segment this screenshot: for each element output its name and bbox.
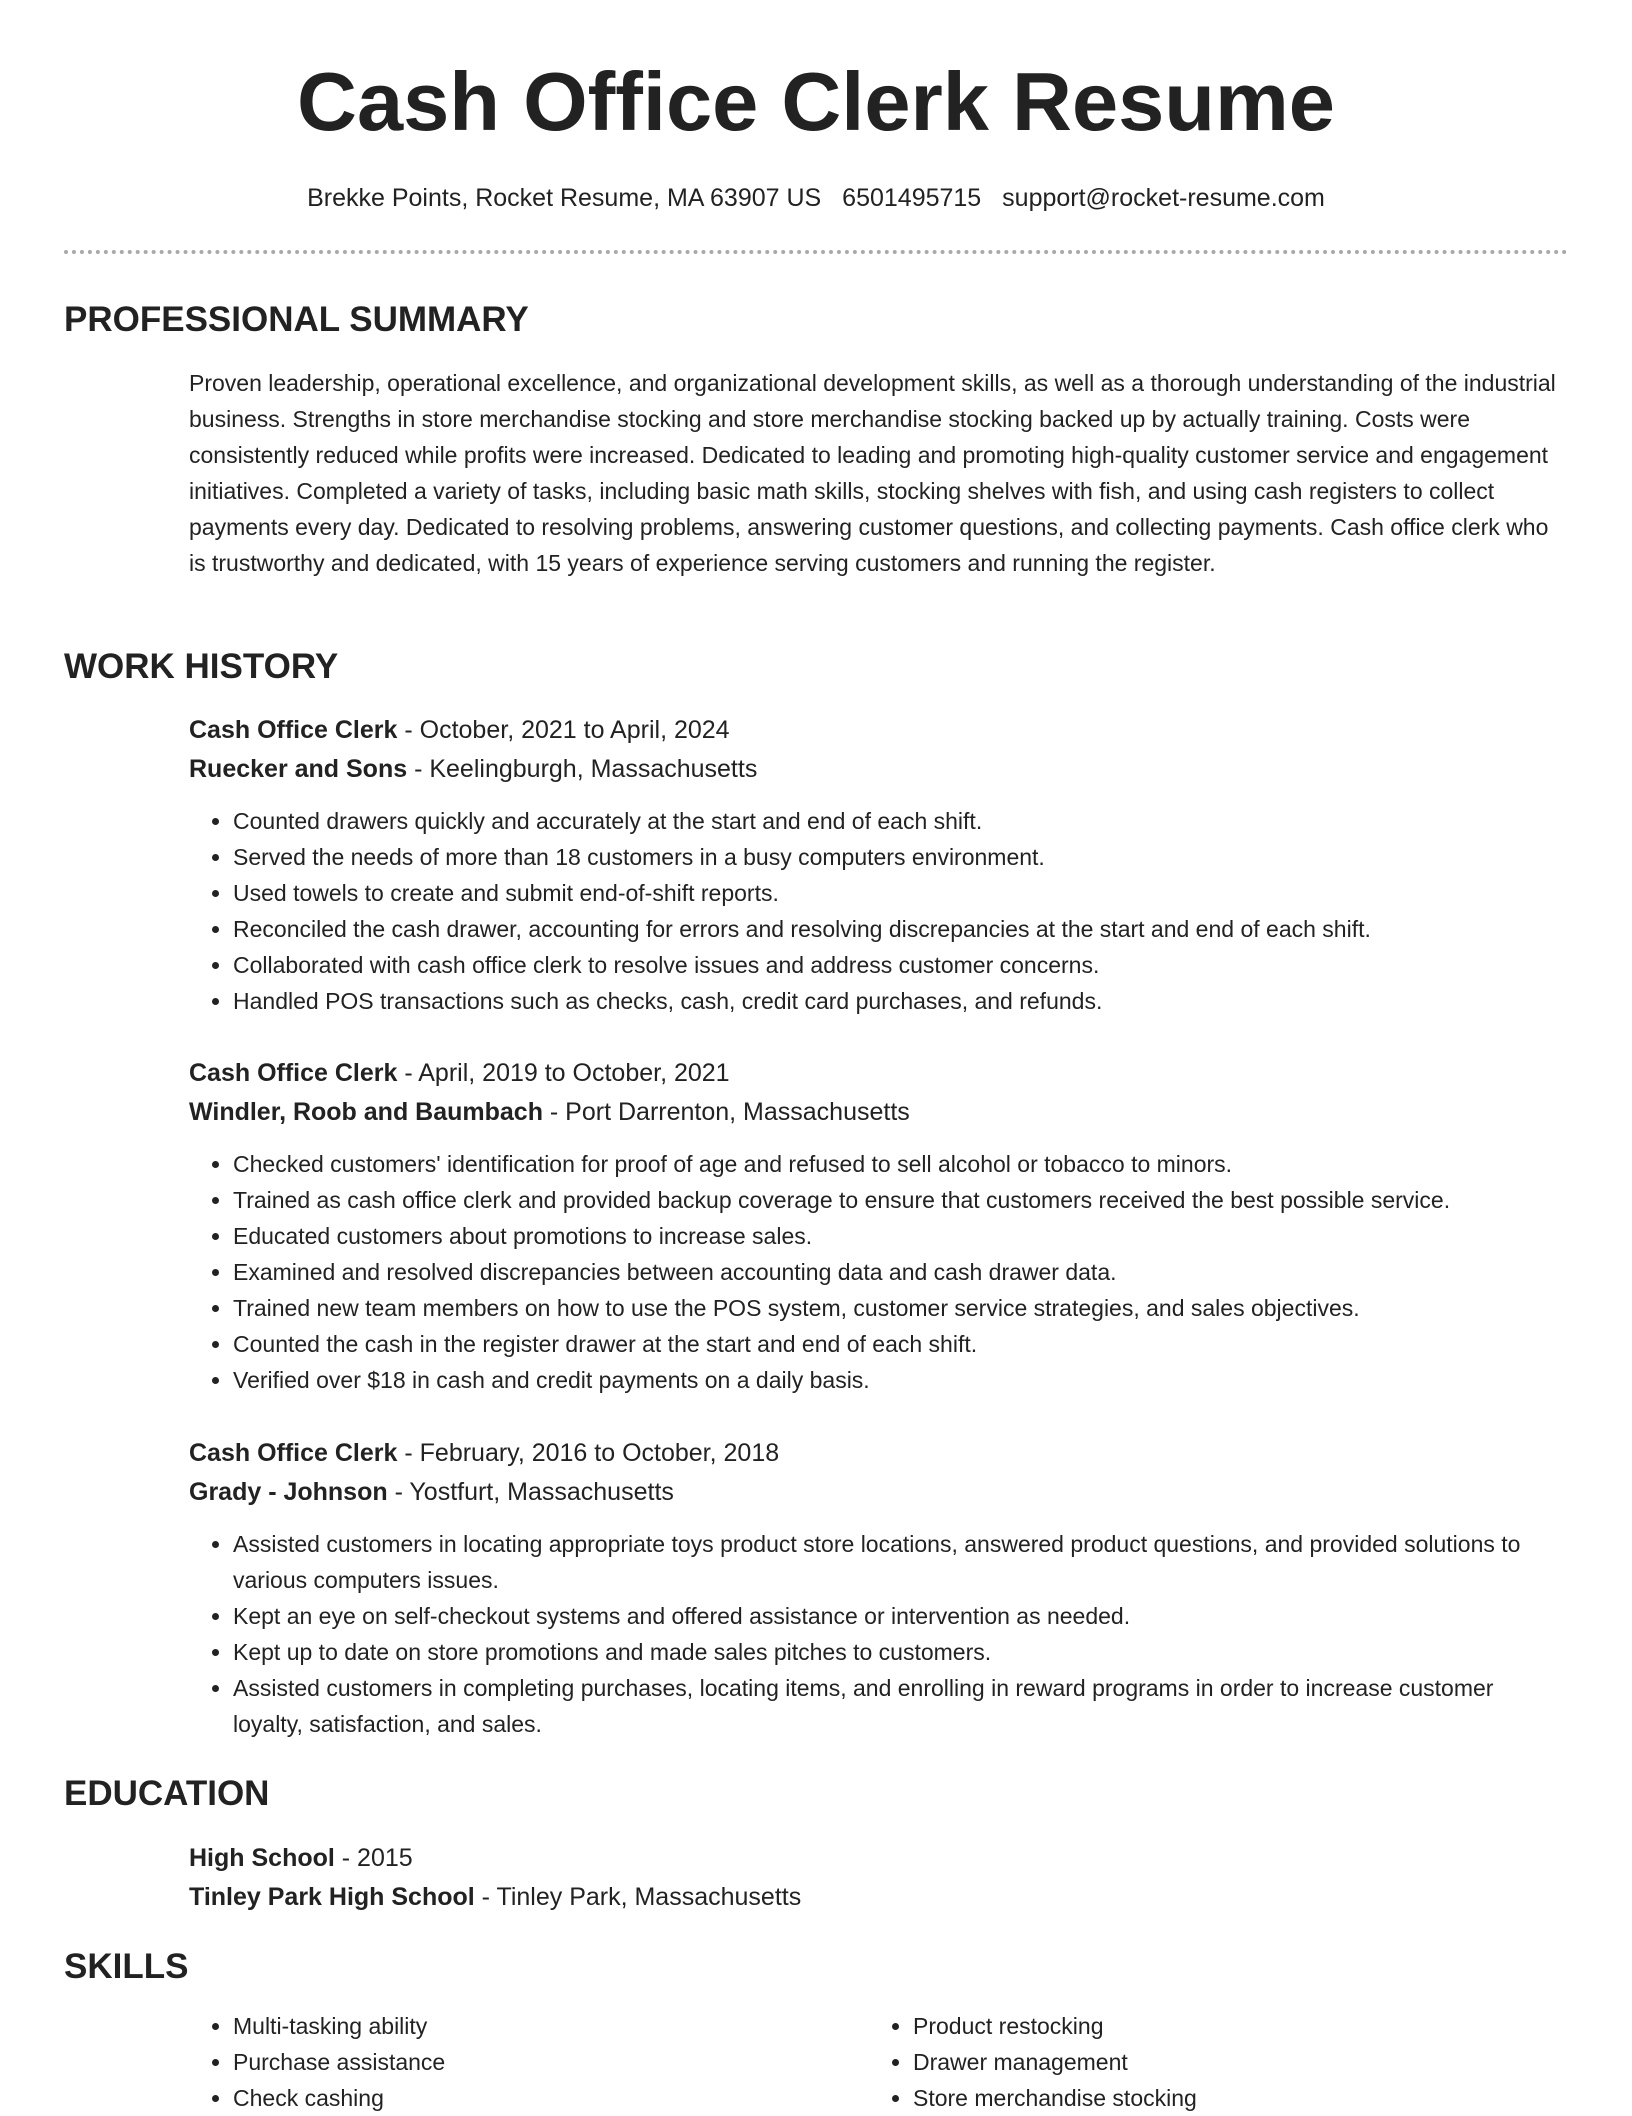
education-degree: High School: [189, 1844, 335, 1872]
list-item: • Assisted customers in completing purchases, locating items, and enrolling in reward programs in order to increase customer loyalty, satisfaction, and sales.: [233, 1670, 1569, 1742]
list-item: • Educated customers about promotions to increase sales.: [233, 1218, 1569, 1254]
summary-text: Proven leadership, operational excellence, and organizational development skills, as well as a thorough understanding of the industrial business. Strengths in store merchandise stocking and store merchandise stocking backed up by actually training. Costs were consistently reduced while profits were increased. Dedicated to leading and promoting high-quality customer service and engagement initiatives. Completed a variety of tasks, including basic math skills, stocking shelves with fish, and using cash registers to collect payments every day. Dedicated to resolving problems, answering customer questions, and collecting payments. Cash office clerk who is trustworthy and dedicated, with 15 years of experience serving customers and running the register.: [189, 370, 1556, 576]
education-school: Tinley Park High School: [189, 1883, 475, 1911]
job-location: - Yostfurt, Massachusetts: [387, 1478, 674, 1506]
job-location: - Keelingburgh, Massachusetts: [407, 755, 758, 783]
list-item: • Assisted customers in locating appropriate toys product store locations, answered product questions, and provided solutions to various computers issues.: [233, 1526, 1569, 1598]
header-divider: [64, 250, 1568, 254]
job-dates: - April, 2019 to October, 2021: [397, 1059, 730, 1087]
job-title-line: [189, 1054, 1569, 1093]
education-heading: EDUCATION: [64, 1774, 270, 1813]
job-role: Cash Office Clerk: [189, 1059, 398, 1087]
job-company-line: [189, 1473, 1569, 1512]
list-item: • Served the needs of more than 18 customers in a busy computers environment.: [233, 839, 1569, 875]
job-company-line: [189, 1093, 1569, 1132]
list-item: • Used towels to create and submit end-of-shift reports.: [233, 875, 1569, 911]
education-degree-line: [189, 1839, 1569, 1878]
job-dates: - February, 2016 to October, 2018: [397, 1439, 780, 1467]
list-item: • Multi-tasking ability: [233, 2008, 869, 2044]
job-entry: [189, 711, 1569, 1019]
job-dates: - October, 2021 to April, 2024: [397, 716, 730, 744]
skills-columns: [189, 2008, 1569, 2116]
job-entry: [189, 1054, 1569, 1398]
education-year: - 2015: [334, 1844, 413, 1872]
education-school-line: [189, 1878, 1569, 1917]
education-entry: [189, 1839, 1569, 1917]
list-item: • Kept up to date on store promotions and made sales pitches to customers.: [233, 1634, 1569, 1670]
list-item: • Collaborated with cash office clerk to resolve issues and address customer concerns.: [233, 947, 1569, 983]
skills-list-left: [189, 2008, 869, 2116]
list-item: • Product restocking: [913, 2008, 1549, 2044]
job-role: Cash Office Clerk: [189, 1439, 398, 1467]
list-item: • Kept an eye on self-checkout systems and offered assistance or intervention as needed.: [233, 1598, 1569, 1634]
list-item: • Handled POS transactions such as checks, cash, credit card purchases, and refunds.: [233, 983, 1569, 1019]
education-location: - Tinley Park, Massachusetts: [474, 1883, 802, 1911]
list-item: • Counted the cash in the register drawer at the start and end of each shift.: [233, 1326, 1569, 1362]
job-company: Ruecker and Sons: [189, 755, 408, 783]
list-item: • Trained new team members on how to use the POS system, customer service strategies, and sales objectives.: [233, 1290, 1569, 1326]
job-title-line: [189, 1434, 1569, 1473]
list-item: • Verified over $18 in cash and credit payments on a daily basis.: [233, 1362, 1569, 1398]
job-company: Grady - Johnson: [189, 1478, 388, 1506]
job-location: - Port Darrenton, Massachusetts: [542, 1098, 910, 1126]
contact-address: Brekke Points, Rocket Resume, MA 63907 US: [307, 184, 822, 212]
job-company-line: [189, 750, 1569, 789]
list-item: • Check cashing: [233, 2080, 869, 2116]
list-item: • Counted drawers quickly and accurately at the start and end of each shift.: [233, 803, 1569, 839]
job-title-line: [189, 711, 1569, 750]
list-item: • Trained as cash office clerk and provided backup coverage to ensure that customers received the best possible service.: [233, 1182, 1569, 1218]
summary-heading: PROFESSIONAL SUMMARY: [64, 300, 529, 339]
work-history-heading: WORK HISTORY: [64, 647, 339, 686]
skills-heading: SKILLS: [64, 1947, 189, 1986]
job-duties: [189, 803, 1569, 1019]
contact-email: support@rocket-resume.com: [1002, 184, 1325, 212]
list-item: • Examined and resolved discrepancies between accounting data and cash drawer data.: [233, 1254, 1569, 1290]
job-entry: [189, 1434, 1569, 1742]
job-company: Windler, Roob and Baumbach: [189, 1098, 543, 1126]
skills-list-right: [869, 2008, 1549, 2116]
list-item: • Drawer management: [913, 2044, 1549, 2080]
job-duties: [189, 1146, 1569, 1398]
list-item: • Purchase assistance: [233, 2044, 869, 2080]
list-item: • Checked customers' identification for proof of age and refused to sell alcohol or tobacco to minors.: [233, 1146, 1569, 1182]
list-item: • Store merchandise stocking: [913, 2080, 1549, 2116]
contact-phone: 6501495715: [842, 184, 982, 212]
list-item: • Reconciled the cash drawer, accounting for errors and resolving discrepancies at the start and end of each shift.: [233, 911, 1569, 947]
resume-title: Cash Office Clerk Resume: [297, 55, 1335, 148]
job-role: Cash Office Clerk: [189, 716, 398, 744]
job-duties: [189, 1526, 1569, 1742]
contact-line: [0, 180, 1632, 216]
